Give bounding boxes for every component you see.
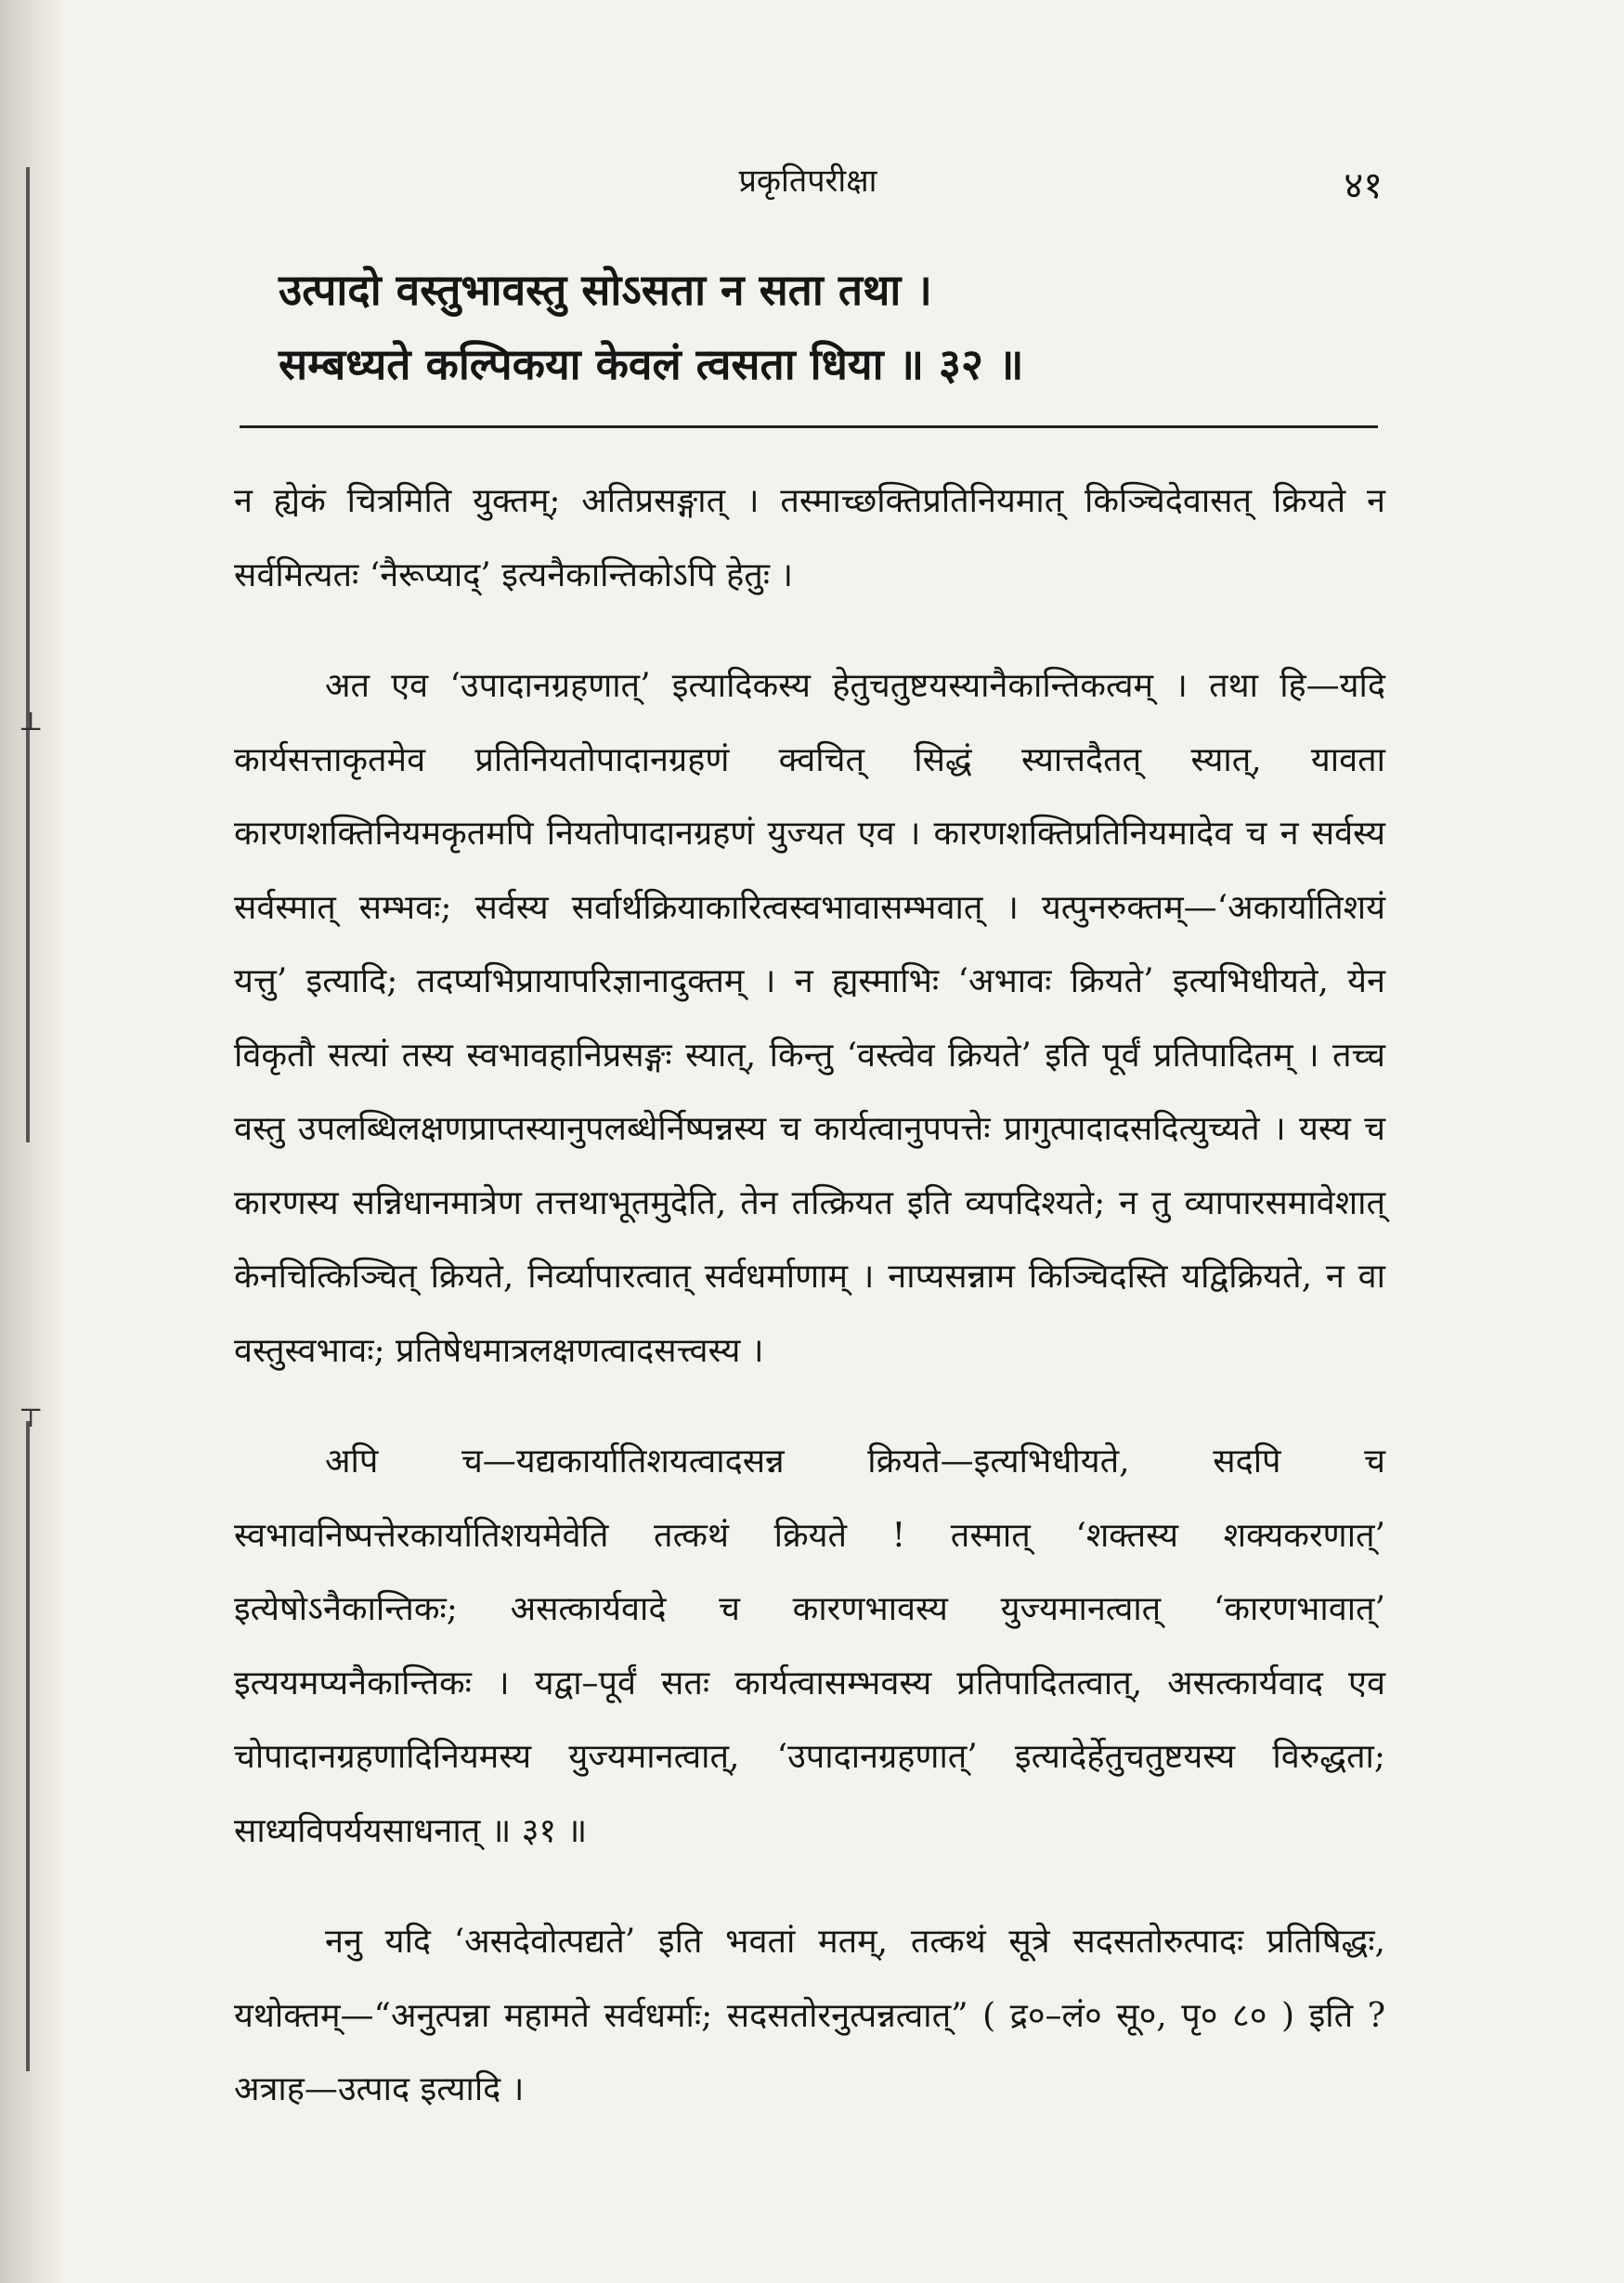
- binding-line-upper: [26, 167, 30, 1142]
- verse-line-1: उत्पादो वस्तुभावस्तु सोऽसता न सता तथा ।: [279, 265, 932, 315]
- verse-block: [279, 253, 1346, 401]
- paragraph-3: अपि च—यद्यकार्यातिशयत्वादसन्न क्रियते—इत्यभिधीयते, सदपि च स्वभावनिष्पत्तेरकार्यातिशयमेवेति तत्कथं क्रियते ! तस्मात् ‘शक्तस्य शक्यकरणात्’ इत्येषोऽनैकान्तिकः; असत्कार्यवादे च कारणभावस्य युज्यमानत्वात् ‘कारणभावात्’ इत्ययमप्यनैकान्तिकः । यद्वा–पूर्वं सतः कार्यत्वासम्भवस्य प्रतिपादितत्वात्, असत्कार्यवाद एव चोपादानग्रहणादिनियमस्य युज्यमानत्वात्, ‘उपादानग्रहणात्’ इत्यादेर्हेतुचतुष्टयस्य विरुद्धता; साध्यविपर्ययसाधनात् ॥ ३१ ॥: [234, 1442, 1385, 1850]
- page-number: ४१: [1344, 164, 1383, 207]
- paragraph-1: न ह्येकं चित्रमिति युक्तम्; अतिप्रसङ्गात् । तस्माच्छक्तिप्रतिनियमात् किञ्चिदेवासत् क्रियते न सर्वमित्यतः ‘नैरूप्याद्’ इत्यनैकान्तिकोऽपि हेतुः ।: [234, 482, 1385, 594]
- page-header: [0, 158, 1624, 214]
- binding-line-lower: [26, 1421, 30, 2071]
- running-title: प्रकृतिपरीक्षा: [738, 163, 877, 200]
- scan-margin-shadow: [0, 0, 65, 2283]
- commentary-body: [234, 464, 1385, 2164]
- verse-line-2: सम्बध्यते कल्पिकया केवलं त्वसता धिया ॥ ३२ ॥: [279, 339, 1024, 389]
- binding-mark-upper: ⊥: [19, 706, 44, 737]
- paragraph-4: ननु यदि ‘असदेवोत्पद्यते’ इति भवतां मतम्, तत्कथं सूत्रे सदसतोरुत्पादः प्रतिषिद्धः, यथोक्तम्—“अनुत्पन्ना महामते सर्वधर्माः; सदसतोरनुत्पन्नत्वात्” ( द्र०–लं० सू०, पृ० ८० ) इति ? अत्राह—उत्पाद इत्यादि ।: [234, 1923, 1385, 2108]
- header-rule: [240, 425, 1378, 428]
- binding-mark-middle: ⊤: [19, 1402, 44, 1433]
- paragraph-2: अत एव ‘उपादानग्रहणात्’ इत्यादिकस्य हेतुचतुष्टयस्यानैकान्तिकत्वम् । तथा हि—यदि कार्यसत्ताकृतमेव प्रतिनियतोपादानग्रहणं क्वचित् सिद्धं स्यात्तदैतत् स्यात्, यावता कारणशक्तिनियमकृतमपि नियतोपादानग्रहणं युज्यत एव । कारणशक्तिप्रतिनियमादेव च न सर्वस्य सर्वस्मात् सम्भवः; सर्वस्य सर्वार्थक्रियाकारित्वस्वभावासम्भवात् । यत्पुनरुक्तम्—‘अकार्यातिशयं यत्तु’ इत्यादि; तदप्यभिप्रायापरिज्ञानादुक्तम् । न ह्यस्माभिः ‘अभावः क्रियते’ इत्यभिधीयते, येन विकृतौ सत्यां तस्य स्वभावहानिप्रसङ्गः स्यात्, किन्तु ‘वस्त्वेव क्रियते’ इति पूर्वं प्रतिपादितम् । तच्च वस्तु उपलब्धिलक्षणप्राप्तस्यानुपलब्धेर्निष्पन्नस्य च कार्यत्वानुपपत्तेः प्रागुत्पादादसदित्युच्यते । यस्य च कारणस्य सन्निधानमात्रेण तत्तथाभूतमुदेति, तेन तत्क्रियत इति व्यपदिश्यते; न तु व्यापारसमावेशात् केनचित्किञ्चित् क्रियते, निर्व्यापारत्वात् सर्वधर्माणाम् । नाप्यसन्नाम किञ्चिदस्ति यद्विक्रियते, न वा वस्तुस्वभावः; प्रतिषेधमात्रलक्षणत्वादसत्त्वस्य ।: [234, 667, 1385, 1370]
